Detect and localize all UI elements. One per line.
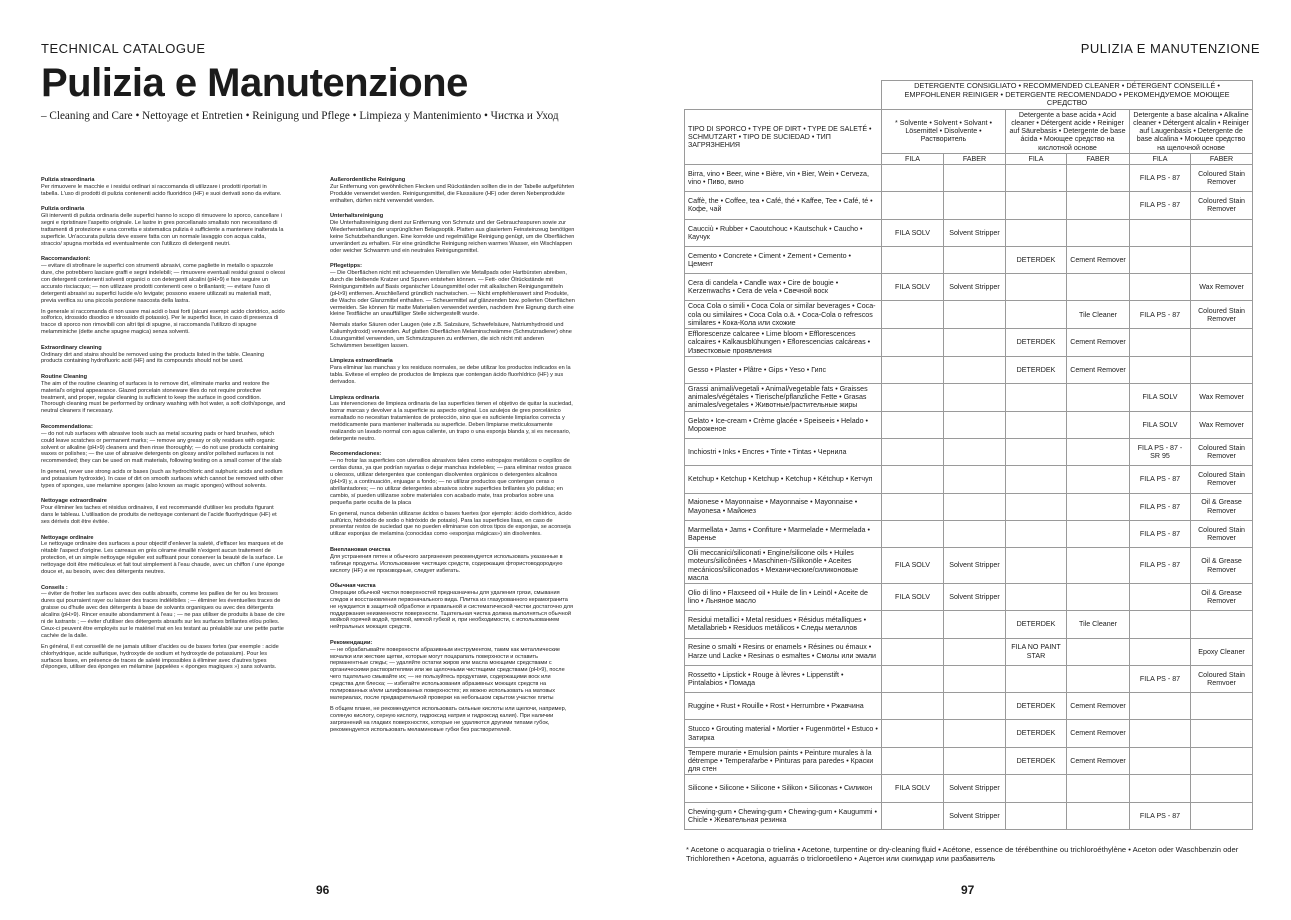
cleaner-cell [1130,693,1191,720]
text-section [330,358,575,386]
cleaner-cell: DETERDEK [1006,611,1067,638]
cleaner-cell [1191,611,1253,638]
section-heading: Außerordentliche Reinigung [330,177,406,183]
cleaner-cell: Solvent Stripper [944,219,1006,246]
dirt-type-header: TIPO DI SPORCO • TYPE OF DIRT • TYPE DE SALETÉ • SCHMUTZART • TIPO DE SUCIEDAD • ТИП ЗАГРЯЗНЕНИЯ [685,109,882,164]
page-number-right: 97 [961,883,975,897]
text-section [41,498,286,526]
section-heading: Внеплановая очистка [330,546,391,553]
cleaner-cell: Tile Cleaner [1067,611,1130,638]
cleaner-cell [1006,548,1067,584]
section-heading: Pulizia ordinaria [41,206,85,213]
table-footnote: * Acetone o acquaragia o trielina • Acetone, turpentine or dry-cleaning fluid • Acétone, essence de térébenthine ou trichloroéthylène • Aceton oder Waschbenzin oder Trichlorethen • Acetona, aguarrás o tricloroetileno • Ацетон или скипидар или разбавитель [686,845,1239,864]
cleaner-cell [1130,638,1191,665]
cleaner-cell [882,720,944,747]
cleaner-cell: Solvent Stripper [944,775,1006,802]
dirt-type-cell: Cemento • Concrete • Ciment • Zement • Cemento • Цемент [685,246,882,273]
cleaner-cell: Solvent Stripper [944,548,1006,584]
cleaner-cell [944,329,1006,357]
dirt-type-cell: Gelato • Ice-cream • Crème glacée • Speiseeis • Helado • Мороженое [685,411,882,438]
cleaner-cell [944,611,1006,638]
cleaner-cell [1067,466,1130,493]
dirt-type-cell: Olii meccanici/siliconati • Engine/silicone oils • Huiles moteurs/silicônées • Maschinen-/Silikonöle • Aceites mecánicos/siliconados • Механические/силиконовые масла [685,548,882,584]
cleaner-cell [1006,165,1067,192]
cleaner-cell [1006,384,1067,412]
cleaner-cell [1067,665,1130,692]
section-paragraph: Las intervenciones de limpieza ordinaria de las superficies tienen el objetivo de quitar la suciedad, borrar marcas y devolver a la superficie su aspecto original. Los azulejos de gres porcelánico esmaltado no necesitan tratamientos de protección, sino que es suficiente limpiarlos correcta y metódicamente para mantener inalterada su superficie. Deben limpiarse meticulosamente realizando un lavado normal con agua caliente, un trapo o una esponja blanda y, si es necesario, detergente neutro. [330,401,573,442]
cleaner-cell: FILA SOLV [1130,384,1191,412]
cleaner-cell [1067,520,1130,547]
cleaner-cell [882,466,944,493]
cleaner-cell [882,384,944,412]
text-section [41,374,286,415]
cleaner-cell [1191,219,1253,246]
dirt-type-cell: Grassi animali/vegetali • Animal/vegetable fats • Graisses animales/végétales • Tierische/pflanzliche Fette • Grasas animales/vegetales • Животные/растительные жиры [685,384,882,412]
cleaner-cell [1130,720,1191,747]
cleaner-cell: Coloured Stain Remover [1191,165,1253,192]
section-paragraph: — do not rub surfaces with abrasive tools such as metal scouring pads or hard brushes, which could leave scratches or permanent marks; — remove any greasy or oily residues with organic solvent or alkaline (pH>9) cleaners and then rinse thoroughly; — do not use products containing waxes or polishes; — the use of abrasive detergents on glossy and/or polished surfaces is not recommended; they can be used on matt materials, following testing on a small corner of the slab [41,430,282,465]
brand-header-faber: FABER [1191,153,1253,164]
cleaner-cell [944,720,1006,747]
table-row [685,192,1253,219]
alkaline-group-header: Detergente a base alcalina • Alkaline cleaner • Détergent alcalin • Reiniger auf Laugenbasis • Detergente de base alcalina • Моющее средство на щелочной основе [1130,109,1253,153]
cleaner-cell [1130,329,1191,357]
cleaner-cell: FILA PS - 87 [1130,802,1191,829]
cleaner-cell: Solvent Stripper [944,802,1006,829]
page-title: Pulizia e Manutenzione [41,61,468,105]
table-row [685,775,1253,802]
cleaner-cell [1006,274,1067,301]
cleaner-cell [1006,665,1067,692]
text-column-left [41,177,286,680]
cleaner-cell [882,411,944,438]
cleaner-cell: FILA PS - 87 [1130,165,1191,192]
cleaner-cell: DETERDEK [1006,720,1067,747]
cleaner-cell: FILA PS - 87 - SR 95 [1130,438,1191,465]
cleaner-cell [944,356,1006,383]
dirt-type-cell: Residui metallici • Metal residues • Résidus métalliques • Metallabrieb • Residuos metálicos • Следы металлов [685,611,882,638]
section-paragraph: — не обрабатывайте поверхности абразивным инструментом, таким как металлические мочалки или жесткие щетки, которые могут поцарапать поверхности и оставить перманентные следы; — удаляйте остатки жиров или масла моющими средствами с органическими растворителями или же щелочными чистящими средствами (pH>9), после чего тщательно смывайте их; — не пользуйтесь продуктами, содержащими воск или средства для блеска; — избегайте использования абразивных моющих средств на полированных и/или шлифованных поверхностях; их можно использовать на матовых материалах, после предварительной проверки на небольшом скрытом участке плиты [330,646,565,701]
cleaner-cell: FILA PS - 87 [1130,301,1191,329]
table-row [685,693,1253,720]
brand-header-fila: FILA [882,153,944,164]
cleaner-cell [944,466,1006,493]
section-paragraph: Per rimuovere le macchie e i residui ordinari si raccomanda di utilizzare i prodotti riportati in tabella. L'uso di prodotti di pulizia contenenti acido fluoridrico (HF) e suoi derivati sono da evitare. [41,183,282,197]
cleaner-cell: Coloured Stain Remover [1191,438,1253,465]
cleaner-cell: Cement Remover [1067,246,1130,273]
cleaner-cell [882,438,944,465]
cleaner-cell [882,493,944,520]
cleaner-cell [882,192,944,219]
cleaner-cell: Coloured Stain Remover [1191,520,1253,547]
cleaner-cell [1130,274,1191,301]
cleaner-cell [1067,219,1130,246]
section-paragraph: Для устранения пятен и обычного загрязнения рекомендуется использовать указанные в таблице продукты. Использование чистящих средств, содержащих фтористоводородную кислоту (HF) и ее производные, следует избегать. [330,553,563,574]
cleaner-cell: FILA PS - 87 [1130,493,1191,520]
table-row [685,747,1253,775]
cleaner-cell: Cement Remover [1067,693,1130,720]
cleaner-cell [1067,775,1130,802]
table-row [685,384,1253,412]
cleaner-cell [1006,192,1067,219]
cleaner-cell: DETERDEK [1006,356,1067,383]
dirt-type-cell: Marmellata • Jams • Confiture • Marmelade • Mermelada • Варенье [685,520,882,547]
cleaner-cell [1191,693,1253,720]
cleaner-cell: FILA PS - 87 [1130,520,1191,547]
cleaning-table [684,80,1253,830]
cleaner-cell [1130,356,1191,383]
dirt-type-cell: Tempere murarie • Emulsion paints • Peinture murales à la détrempe • Temperafarbe • Pinturas para paredes • Краски для стен [685,747,882,775]
section-heading: Pulizia straordinaria [41,177,95,183]
dirt-type-cell: Caffè, the • Coffee, tea • Café, thé • Kaffee, Tee • Café, té • Кофе, чай [685,192,882,219]
section-heading: Conseils : [41,584,68,591]
cleaner-cell [1067,192,1130,219]
section-heading: Routine Cleaning [41,373,87,380]
table-row [685,246,1253,273]
table-row [685,466,1253,493]
table-row [685,583,1253,610]
cleaner-cell [944,747,1006,775]
cleaner-cell: FILA SOLV [882,548,944,584]
section-heading: Pflegetipps: [330,263,363,270]
cleaner-cell [882,165,944,192]
section-paragraph: Die Unterhaltsreinigung dient zur Entfernung von Schmutz und der Gebrauchsspuren sowie zur Wiederherstellung der ursprünglichen Belagsoptik. Platten aus glasiertem Feinsteinzeug benötigen keine Schutzbehandlungen. Eine korrekte und regelmäßige Reinigung genügt, um die Oberflächen unverändert zu erhalten. Für eine gründliche Reinigung reichen warmes Wasser, ein Wischlappen oder weicher Schwamm und ein neutrales Reinigungsmittel. [330,220,575,254]
cleaner-cell [1006,493,1067,520]
table-row [685,802,1253,829]
text-section [330,213,575,254]
dirt-type-cell: Silicone • Silicone • Silicone • Silikon • Siliconas • Силикон [685,775,882,802]
section-paragraph: — éviter de frotter les surfaces avec des outils abrasifs, comme les pailles de fer ou les brosses dures qui pourraient rayer ou laisser des traces indélébiles ; — éliminer les éventuelles traces de graisse ou d'huile avec des détergents à base de solvants organiques ou avec des détergents alcalins (pH>9). Rincer ensuite abondamment à l'eau ; — ne pas utiliser de produits à base de cire ni de lustrants ; — éviter d'utiliser des détergents abrasifs sur les surfaces brillantes et/ou polies. Ceux-ci peuvent être employés sur le matériel mat en les testant au préalable sur une petite partie cachée de la dalle. [41,591,285,639]
section-heading: Extraordinary cleaning [41,344,102,351]
cleaner-cell: Solvent Stripper [944,583,1006,610]
cleaner-cell [1130,747,1191,775]
text-section [330,263,575,350]
cleaner-cell [1067,583,1130,610]
cleaner-cell [1067,802,1130,829]
cleaner-cell: Wax Remover [1191,411,1253,438]
cleaner-cell: DETERDEK [1006,693,1067,720]
section-heading: Limpieza extraordinaria [330,358,393,365]
cleaner-cell [1006,520,1067,547]
section-paragraph: In generale si raccomanda di non usare mai acidi o basi forti (alcuni esempi: acido cloridrico, acido solforico, idrossido disodico e idrossido di potassio). Per le superfici lisce, in caso di presenza di tracce di sporco non rimovibili con altri tipi di spugne, si raccomanda l'utilizzo di spugne melamminiche (dette anche spugne magica) senza solventi. [41,308,285,336]
running-header-left: TECHNICAL CATALOGUE [41,41,206,56]
brand-header-fila: FILA [1006,153,1067,164]
dirt-type-cell: Coca Cola o simili • Coca Cola or similar beverages • Coca-cola ou similaires • Coca Cola o.ä. • Coca-Cola o refrescos similares • Кока-Кола или схожие [685,301,882,329]
text-section [330,177,575,205]
dirt-type-cell: Ketchup • Ketchup • Ketchup • Ketchup • Kétchup • Кетчуп [685,466,882,493]
cleaner-cell [1006,438,1067,465]
cleaner-cell [944,301,1006,329]
table-row [685,611,1253,638]
section-heading: Рекомендации: [330,639,373,646]
section-heading: Unterhaltsreinigung [330,213,384,220]
table-body [685,165,1253,830]
cleaner-cell [944,638,1006,665]
table-row [685,548,1253,584]
cleaner-cell [1130,583,1191,610]
section-paragraph: En général, il est conseillé de ne jamais utiliser d'acides ou de bases fortes (par exemple : acide chlorhydrique, acide sulfurique, hydroxyde de sodium et hydroxyde de potassium). Pour les surfaces lisses, en présence de traces de saleté impossibles à éliminer avec d'autres types d'éponges, utiliser des éponges en mélamine (appelées « éponges magiques ») sans solvants. [41,643,279,671]
table-row [685,274,1253,301]
table-row [685,638,1253,665]
cleaner-cell [882,638,944,665]
cleaner-cell: Oil & Grease Remover [1191,548,1253,584]
cleaner-cell [882,665,944,692]
section-heading: Nettoyage extraordinaire [41,498,107,505]
section-heading: Limpieza ordinaria [330,394,380,401]
cleaner-cell [1130,611,1191,638]
section-paragraph: Pour éliminer les taches et résidus ordinaires, il est recommandé d'utiliser les produits figurant dans le tableau. L'utilisation de produits de nettoyage contenant de l'acide fluorhydrique (HF) et ses dérivés doit être évitée. [41,505,277,526]
running-header-right: PULIZIA E MANUTENZIONE [1080,41,1260,56]
section-heading: Recomendaciones: [330,451,382,458]
section-paragraph: En general, nunca deberán utilizarse ácidos o bases fuertes (por ejemplo: ácido clorhídrico, ácido sulfúrico, hidróxido de sodio o hidróxido de potasio). Para las superficies lisas, en caso de presentar restos de suciedad que no pueden eliminarse con otros tipos de esponjas, se aconseja utilizar esponjas de melamina (conocidas como «esponjas mágicas») sin disolventes. [330,510,572,538]
acid-group-header: Detergente a base acida • Acid cleaner • Détergent acide • Reiniger auf Säurebasis • Detergente de base ácida • Моющее средство на кислотной основе [1006,109,1130,153]
cleaner-cell: Coloured Stain Remover [1191,301,1253,329]
cleaner-cell [1130,219,1191,246]
page-subtitle: – Cleaning and Care • Nettoyage et Entretien • Reinigung und Pflege • Limpieza y Mantenimiento • Чистка и Уход [41,110,559,122]
section-heading: Raccomandazioni: [41,256,91,263]
dirt-type-cell: Efflorescenze calcaree • Lime bloom • Efflorescences calcaires • Kalkausblühungen • Eflorescencias calcáreas • Известковые проявления [685,329,882,357]
text-section [330,583,575,631]
dirt-type-cell: Chewing-gum • Chewing-gum • Chewing-gum • Kaugummi • Chicle • Жевательная резинка [685,802,882,829]
text-section [330,451,575,538]
section-paragraph: — evitare di strofinare le superfici con strumenti abrasivi, come pagliette in metallo o spazzole dure, che potrebbero lasciare graffi e segni indelebili; — rimuovere eventuali residui grassi o oleosi con detergenti contenenti solventi organici o con detergenti alcalini (pH>9) e fare seguire un accurato risciacquo; — non utilizzare prodotti contenenti cere o brillantanti; — evitare l'uso di detergenti abrasivi su superfici lucide e/o levigate; possono essere utilizzati su materiali matt, previa verifica su una piccola porzione nascosta della lastra. [41,263,285,304]
cleaner-cell: FILA PS - 87 [1130,466,1191,493]
section-paragraph: Ordinary dirt and stains should be removed using the products listed in the table. Cleaning products containing hydrofluoric acid (HF) and its compounds should not be used. [41,351,264,365]
cleaner-cell: Wax Remover [1191,274,1253,301]
cleaner-cell: Coloured Stain Remover [1191,466,1253,493]
table-row [685,219,1253,246]
text-section [41,256,286,336]
cleaner-cell [944,493,1006,520]
cleaner-cell: FILA PS - 87 [1130,548,1191,584]
cleaner-cell: FILA PS - 87 [1130,665,1191,692]
section-paragraph: — no frotar las superficies con utensilios abrasivos tales como estropajos metálicos o cepillos de cerdas duras, ya que podrían rayarlas o dejar manchas indelebles; — para eliminar restos grasos u oleosos, utilizar detergentes que contengan disolventes orgánicos o detergentes alcalinos (pH>9) y, a continuación, enjuagar a fondo; — no utilizar productos que contengan ceras o abrillantadores; — no utilizar detergentes abrasivos sobre superficies brillantes y/o pulidas; en cambio, sí pueden utilizarse sobre materiales con acabado mate, tras probarlos sobre una pequeña parte oculta de la placa [330,458,572,506]
cleaner-cell [1191,356,1253,383]
cleaner-cell: Wax Remover [1191,384,1253,412]
dirt-type-cell: Cera di candela • Candle wax • Cire de bougie • Kerzenwachs • Cera de vela • Свечной воск [685,274,882,301]
cleaner-cell [1191,775,1253,802]
cleaner-cell: FILA SOLV [1130,411,1191,438]
dirt-type-cell: Maionese • Mayonnaise • Mayonnaise • Mayonnaise • Mayonesa • Майонез [685,493,882,520]
dirt-type-cell: Ruggine • Rust • Rouille • Rost • Herrumbre • Ржавчина [685,693,882,720]
cleaner-cell [944,520,1006,547]
table-row [685,165,1253,192]
table-row [685,438,1253,465]
cleaner-cell: Solvent Stripper [944,274,1006,301]
cleaner-cell [1006,219,1067,246]
dirt-type-cell: Resine o smalti • Resins or enamels • Résines ou émaux • Harze und Lacke • Resinas o esmaltes • Смолы или эмали [685,638,882,665]
cleaner-cell: Epoxy Cleaner [1191,638,1253,665]
cleaner-cell: DETERDEK [1006,246,1067,273]
cleaner-cell: DETERDEK [1006,329,1067,357]
dirt-type-cell: Olio di lino • Flaxseed oil • Huile de lin • Leinöl • Aceite de lino • Льняное масло [685,583,882,610]
text-column-middle [330,177,575,742]
cleaner-cell: FILA SOLV [882,219,944,246]
cleaner-cell: Tile Cleaner [1067,301,1130,329]
cleaner-cell [944,665,1006,692]
cleaner-cell: FILA PS - 87 [1130,192,1191,219]
cleaner-cell [1067,493,1130,520]
cleaner-cell: Cement Remover [1067,329,1130,357]
section-heading: Recommendations: [41,423,93,430]
section-paragraph: Zur Entfernung von gewöhnlichen Flecken und Rückständen sollten die in der Tabelle aufgeführten Produkte verwendet werden. Reinigungsmittel, die Flusssäure (HF) oder deren Nebenprodukte enthalten, dürfen nicht verwendet werden. [330,183,575,204]
cleaner-cell [1006,775,1067,802]
cleaner-cell [1191,329,1253,357]
cleaner-cell [882,611,944,638]
text-section [41,177,286,198]
text-section [330,395,575,443]
cleaner-cell: Cement Remover [1067,720,1130,747]
recommended-cleaner-header: DETERGENTE CONSIGLIATO • RECOMMENDED CLEANER • DÉTERGENT CONSEILLÉ • EMPFOHLENER REINIGER • DETERGENTE RECOMENDADO • РЕКОМЕНДУЕМОЕ МОЮЩЕЕ СРЕДСТВО [882,81,1253,110]
table-row [685,329,1253,357]
dirt-type-cell: Rossetto • Lipstick • Rouge à lèvres • Lippenstift • Pintalabios • Помада [685,665,882,692]
section-paragraph: In general, never use strong acids or bases (such as hydrochloric and sulphuric acids and sodium and potassium hydroxide). In case of dirt on smooth surfaces which cannot be removed with other types of sponges, use melamine sponges (also known as magic sponges) without solvents. [41,469,284,490]
cleaner-cell [1006,301,1067,329]
cleaner-cell [944,384,1006,412]
text-section [41,206,286,247]
cleaner-cell [882,693,944,720]
cleaner-cell: Coloured Stain Remvoer [1191,665,1253,692]
cleaner-cell: Oil & Grease Remover [1191,493,1253,520]
text-section [41,585,286,672]
dirt-type-cell: Birra, vino • Beer, wine • Bière, vin • Bier, Wein • Cerveza, vino • Пиво, вино [685,165,882,192]
section-paragraph: Para eliminar las manchas y los residuos normales, se debe utilizar los productos indicados en la tabla. Evitese el empleo de productos de limpieza que contengan ácido fluorhídrico (HF) y sus derivados. [330,365,571,386]
section-paragraph: Niemals starke Säuren oder Laugen (wie z.B. Salzsäure, Schwefelsäure, Natriumhydroxid und Kaliumhydroxid) verwenden. Auf glatten Oberflächen Melaminschwämme (Schmutzradierer) ohne Lösungsmittel verwenden, um Schmutzspuren zu entfernen, die sich nicht mit anderen Schwämmen beseitigen lassen. [330,322,572,350]
cleaner-cell [1067,548,1130,584]
table-row [685,493,1253,520]
cleaner-cell [1130,246,1191,273]
section-paragraph: Gli interventi di pulizia ordinaria delle superfici hanno lo scopo di rimuovere lo sporco, cancellare i segni e ripristinare l'aspetto originale. Le lastre in gres porcellanato smaltato non necessitano di trattamenti di protezione e una corretta e sistematica pulizia è sufficiente a mantenere inalterata la superficie. Un'accurata pulizia deve essere fatta con un normale lavaggio con acqua calda, straccio/ spugna morbida ed eventualmente con l'utilizzo di detergenti neutri. [41,213,284,247]
brand-header-faber: FABER [1067,153,1130,164]
cleaner-cell: FILA NO PAINT STAR [1006,638,1067,665]
cleaner-cell: Cement Remover [1067,356,1130,383]
cleaner-cell [882,747,944,775]
text-section [41,345,286,366]
section-paragraph: The aim of the routine cleaning of surfaces is to remove dirt, eliminate marks and restore the material's original appearance. Glazed porcelain stoneware tiles do not require protective treatment, and proper, regular cleaning is sufficient to keep the surface in good condition. Thorough cleaning must be performed by ordinary washing with hot water, a soft cloth/sponge, and neutral cleaners if necessary. [41,380,286,415]
cleaner-cell: FILA SOLV [882,775,944,802]
table-row [685,301,1253,329]
cleaner-cell: Oil & Grease Remover [1191,583,1253,610]
dirt-type-cell: Stucco • Grouting material • Mortier • Fugenmörtel • Estuco • Затирка [685,720,882,747]
table-row [685,720,1253,747]
dirt-type-cell: Inchiostri • Inks • Encres • Tinte • Tintas • Чернила [685,438,882,465]
section-paragraph: Операции обычной чистки поверхностей предназначены для удаления грязи, смывания следов и восстановления первоначального вида. Плитка из глазурованного керамогранита не нуждается в защитной обработке и правильной и систематической чистки достаточно для поддержания неизменности поверхности. Тщательная чистка должна выполняться обычной мойкой горячей водой, тряпкой, мягкой губкой и, при необходимости, с использованием нейтральных моющих средств. [330,589,574,631]
table-corner [685,81,882,110]
section-heading: Обычная чистка [330,582,376,589]
cleaner-cell [944,192,1006,219]
section-paragraph: Le nettoyage ordinaire des surfaces a pour objectif d'enlever la saleté, d'effacer les marques et de rétablir l'aspect d'origine. Les carreaux en grès cérame émaillé n'exigent aucun traitement de protection, et un simple nettoyage régulier est suffisant pour conserver la beauté de la surface. Le nettoyage doit être méticuleux et fait tout simplement à l'eau chaude, avec un chiffon / une éponge douce et, au besoin, avec des détergents neutres. [41,541,285,576]
cleaner-cell [1006,802,1067,829]
table-row [685,356,1253,383]
cleaner-cell: Coloured Stain Remover [1191,192,1253,219]
cleaner-cell [1191,802,1253,829]
cleaner-cell [1130,775,1191,802]
cleaner-cell [882,356,944,383]
cleaner-cell [1006,583,1067,610]
section-paragraph: — Die Oberflächen nicht mit scheuernden Utensilien wie Metallpads oder Hartbürsten abreiben, durch die bleibende Kratzer und Spuren entstehen können. — Fett- oder Ölrückstände mit Reinigungsmitteln auf Basis organischer Lösungsmittel oder mit alkalischen Reinigungsmitteln (pH>9) entfernen. Anschließend gründlich nachwischen. — Nicht empfehlenswert sind Produkte, die Wachs oder Glanzmittel enthalten. — Scheuermittel auf glänzenden bzw. polierten Oberflächen vermeiden. Sie können für matte Materialien verwendet werden, nachdem ihre Eignung durch eine kleine Testfläche an unauffälliger Stelle sichergestellt wurde. [330,269,575,318]
section-heading: Nettoyage ordinaire [41,534,94,541]
cleaner-cell [944,411,1006,438]
cleaner-cell [882,802,944,829]
cleaner-cell [1067,638,1130,665]
cleaner-cell [882,301,944,329]
text-section [41,424,286,490]
page-number-left: 96 [316,883,330,897]
cleaner-cell: Cement Remover [1067,747,1130,775]
table-row [685,411,1253,438]
cleaner-cell [882,520,944,547]
text-section [330,547,575,575]
brand-header-fila: FILA [1130,153,1191,164]
dirt-type-cell: Caucciù • Rubber • Caoutchouc • Kautschuk • Caucho • Каучук [685,219,882,246]
cleaner-cell [1067,438,1130,465]
cleaner-cell [944,438,1006,465]
cleaner-cell [1067,165,1130,192]
cleaner-cell [944,246,1006,273]
text-section [330,640,575,734]
section-paragraph: В общем плане, не рекомендуется использовать сильные кислоты или щелочи, например, соляную кислоту, серную кислоту, гидроксид натрия и гидроксид калия). При наличии загрязнений на гладких поверхностях, которые не удаляются другими типами губок, рекомендуется использовать меламиновые губки без растворителей. [330,705,567,733]
cleaner-cell: DETERDEK [1006,747,1067,775]
cleaner-cell [1191,246,1253,273]
table-row [685,520,1253,547]
cleaner-cell [1067,384,1130,412]
cleaner-cell [1006,411,1067,438]
cleaner-cell [1067,274,1130,301]
cleaner-cell [1006,466,1067,493]
cleaner-cell [1067,411,1130,438]
cleaner-cell [882,246,944,273]
brand-header-faber: FABER [944,153,1006,164]
cleaner-cell [882,329,944,357]
cleaner-cell: FILA SOLV [882,274,944,301]
table-row [685,665,1253,692]
text-section [41,535,286,576]
cleaner-cell [944,165,1006,192]
cleaner-cell [1191,720,1253,747]
cleaner-cell [1191,747,1253,775]
dirt-type-cell: Gesso • Plaster • Plâtre • Gips • Yeso • Гипс [685,356,882,383]
cleaner-cell [944,693,1006,720]
cleaner-cell: FILA SOLV [882,583,944,610]
solvent-group-header: * Solvente • Solvent • Solvant • Lösemittel • Disolvente • Растворитель [882,109,1006,153]
